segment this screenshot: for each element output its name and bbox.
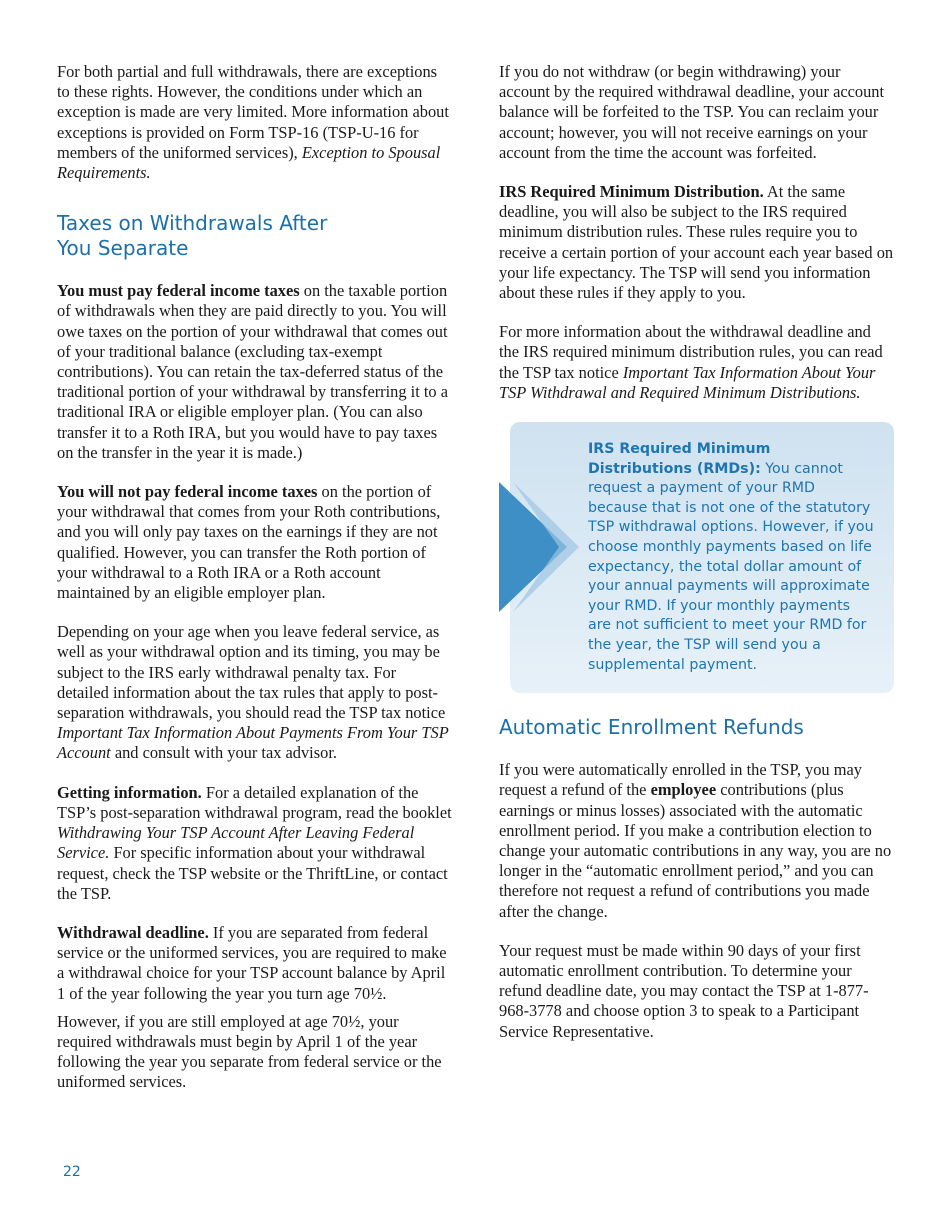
withdrawal-deadline-paragraph: Withdrawal deadline. If you are separated from federal service or the uniformed services, you are required to make a withdrawal choice for your TSP account balance by April 1 of the year following the year you turn age 70½. [57,922,447,1003]
forfeit-paragraph: If you do not withdraw (or begin withdrawing) your account by the required withdrawal deadline, your account balance will be forfeited to the TSP. You can reclaim your account; however, you will not receive earnings on your account from the time the account was forfeited. [499,62,885,162]
request-deadline-paragraph: Your request must be made within 90 days of your first automatic enrollment contribution. To determine your refund deadline date, you may contact the TSP at 1-877-968-3778 and choose option 3 to speak to a Participant Service Representative. [499,940,869,1041]
must-pay-taxes-paragraph: You must pay federal income taxes on the taxable portion of withdrawals when they are paid directly to you. You will owe taxes on the portion of your withdrawal that comes out of your traditional balance (excluding tax-exempt contributions). You can retain the tax-deferred status of the traditional portion of your withdrawal by transferring it to a traditional IRA or eligible employer plan. (You can also transfer it to a Roth IRA, but you would have to pay taxes on the transfer in the year it is made.) [57,281,448,462]
not-pay-taxes-paragraph: You will not pay federal income taxes on the portion of your withdrawal that comes from your Roth contributions, and you will only pay taxes on the earnings if they are not qualified. However, you can transfer the Roth portion of your withdrawal to a Roth IRA or a Roth account maintained by an eligible employer plan. [57,482,441,603]
automatic-enrollment-heading: Automatic Enrollment Refunds [499,715,804,740]
more-information-paragraph: For more information about the withdrawal deadline and the IRS required minimum distribution rules, you can read the TSP tax notice Important Tax Information About Your TSP Withdrawal and Required Minimum Distributions. [499,322,883,402]
auto-enrollment-refund-paragraph: If you were automatically enrolled in the TSP, you may request a refund of the employee contributions (plus earnings or minus losses) associated with the automatic enrollment period. If you make a contribution election to change your automatic contributions in any way, you are no longer in the “automatic enrollment period,” and you can therefore not request a refund of contributions you made after the change. [499,760,892,921]
rmd-callout-box [510,422,894,693]
page-number: 22 [63,1164,81,1180]
right-column [499,62,894,1061]
penalty-tax-paragraph: Depending on your age when you leave federal service, as well as your withdrawal option and its timing, you may be subject to the IRS early withdrawal penalty tax. For detailed information about the tax rules that apply to post-separation withdrawals, you should read the TSP tax notice Important Tax Information About Payments From Your TSP Account and consult with your tax advisor. [57,622,449,763]
getting-information-paragraph: Getting information. For a detailed explanation of the TSP’s post-separation withdrawal program, read the booklet Withdrawing Your TSP Account After Leaving Federal Service. For specific information about your withdrawal request, check the TSP website or the ThriftLine, or contact the TSP. [57,782,452,903]
still-employed-paragraph: However, if you are still employed at age 70½, your required withdrawals must begin by April 1 of the year following the year you separate from federal service or the uniformed services. [57,1011,442,1092]
left-column [57,62,452,1112]
spousal-exceptions-paragraph: For both partial and full withdrawals, there are exceptions to these rights. However, the conditions under which an exception is made are very limited. More information about exceptions is provided on Form TSP-16 (TSP-U-16 for members of the uniformed services), Exception to Spousal Requirements. [57,62,449,183]
irs-rmd-paragraph: IRS Required Minimum Distribution. At the same deadline, you will also be subject to the IRS required minimum distribution rules. These rules require you to receive a certain portion of your account each year based on your life expectancy. The TSP will send you information about these rules if they apply to you. [499,182,894,303]
taxes-heading: Taxes on Withdrawals After You Separate [57,211,328,261]
triangle-arrow-icon [499,482,579,612]
callout-text: IRS Required Minimum Distributions (RMDs): You cannot request a payment of your RMD because that is not one of the statutory TSP withdrawal options. However, if you choose monthly payments based on life expectancy, the total dollar amount of your annual payments will approximate your RMD. If your monthly payments are not sufficient to meet your RMD for the year, the TSP will send you a supplemental payment. [588,441,874,673]
